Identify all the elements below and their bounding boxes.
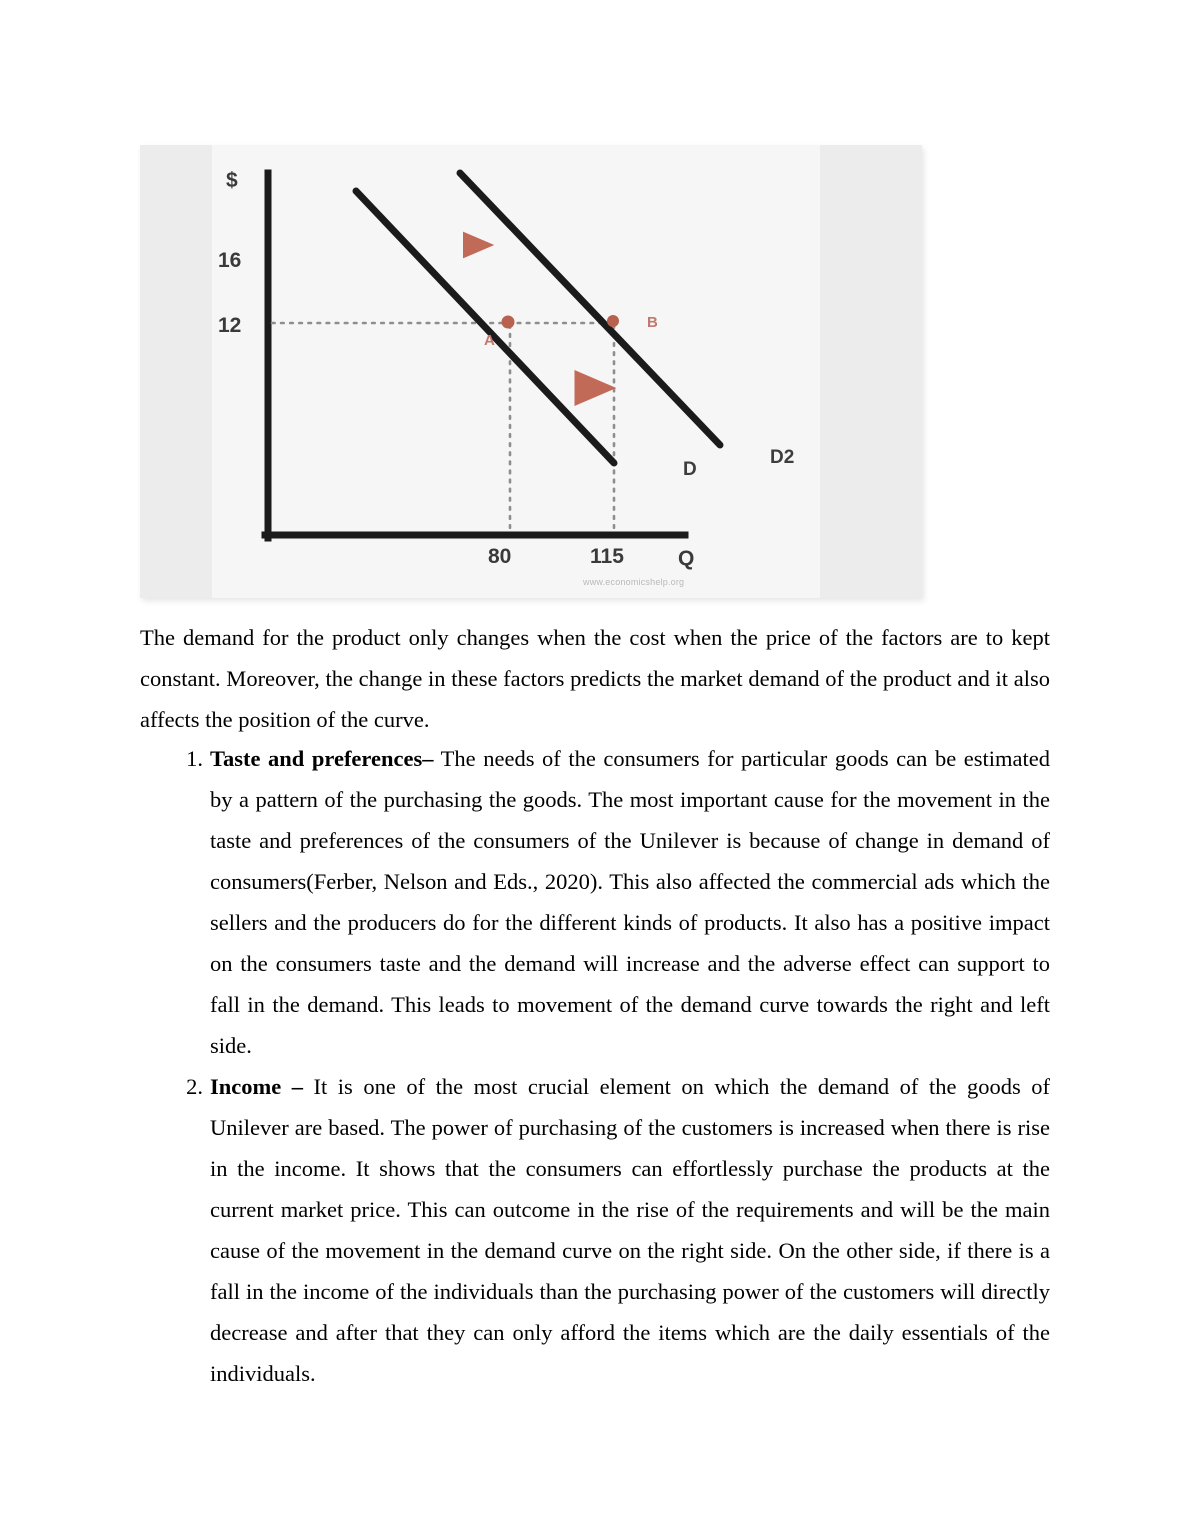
demand-curve-chart [140,145,922,598]
x-tick-115: 115 [590,545,624,568]
y-axis-title: $ [226,169,238,192]
list-item [140,1066,1050,1394]
factors-list [140,738,1050,1394]
y-tick-12: 12 [218,314,242,337]
list-item-term: Income – [210,1074,304,1099]
x-tick-80: 80 [488,545,512,568]
demand-curve-figure [140,145,922,598]
list-item-text: It is one of the most crucial element on which the demand of the goods of Unilever are based. The power of purchasing of the customers is increased when there is rise in the income. It shows that the consumers can effortlessly purchase the products at the current market price. This can outcome in the rise of the requirements and will be the main cause of the movement in the demand curve on the right side. On the other side, if there is a fall in the income of the individuals than the purchasing power of the customers will directly decrease and after that they can only afford the items which are the daily essentials of the individuals. [210,1074,1050,1386]
list-item-term: Taste and preferences– [210,746,434,771]
x-axis-title: Q [678,547,695,570]
list-item-text: The needs of the consumers for particular goods can be estimated by a pattern of the purchasing the goods. The most important cause for the movement in the taste and preferences of the consumers of the Unilever is because of change in demand of consumers(Ferber, Nelson and Eds., 2020). This also affected the commercial ads which the sellers and the producers do for the different kinds of products. It also has a positive impact on the consumers taste and the demand will increase and the adverse effect can support to fall in the demand. This leads to movement of the demand curve towards the right and left side. [210,746,1050,1058]
curve-label-d: D [683,459,697,480]
point-label-a: A [484,332,495,349]
list-item [140,738,1050,1066]
list-item-number: 2. [186,1074,203,1099]
point-b-marker [607,315,619,327]
intro-paragraph-block [140,617,1050,740]
point-a-marker [502,316,515,329]
figure-watermark: www.economicshelp.org [583,577,685,587]
list-item-number: 1. [186,746,203,771]
curve-label-d2: D2 [770,447,795,468]
point-label-b: B [647,314,658,331]
demand-curve-d-path [356,191,614,463]
demand-curve-d2-path [460,173,720,445]
intro-paragraph: The demand for the product only changes when the cost when the price of the factors are to kept constant. Moreover, the change in these factors predicts the market demand of the product and it also affects the position of the curve. [140,625,1050,732]
y-tick-16: 16 [218,249,242,272]
